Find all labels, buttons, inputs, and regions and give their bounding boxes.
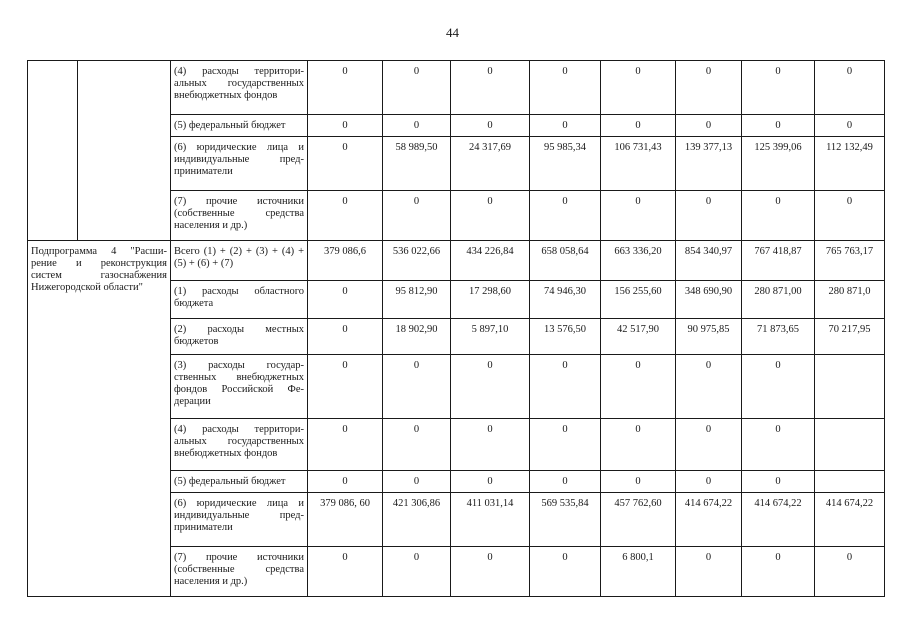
funding-value: 6 800,1 [601,547,676,597]
funding-value: 0 [676,191,742,241]
funding-value: 0 [383,471,451,493]
funding-value: 379 086, 60 [308,493,383,547]
funding-value: 0 [383,547,451,597]
funding-value: 0 [308,115,383,137]
funding-value: 0 [308,547,383,597]
funding-source-label: Всего (1) + (2) + (3) + (4) + (5) + (6) + (7) [171,241,308,281]
funding-value: 0 [742,191,815,241]
funding-value: 457 762,60 [601,493,676,547]
funding-value: 0 [530,191,601,241]
funding-value: 536 022,66 [383,241,451,281]
funding-value: 0 [451,191,530,241]
funding-value: 0 [383,355,451,419]
table-row [28,241,885,281]
funding-value: 0 [308,419,383,471]
funding-value: 0 [530,61,601,115]
funding-value: 421 306,86 [383,493,451,547]
funding-source-label: (5) федеральный бюджет [171,115,308,137]
funding-value: 125 399,06 [742,137,815,191]
funding-value: 0 [601,419,676,471]
funding-value: 58 989,50 [383,137,451,191]
funding-value: 0 [383,115,451,137]
funding-value: 112 132,49 [815,137,885,191]
funding-value [815,471,885,493]
funding-value: 139 377,13 [676,137,742,191]
funding-value: 156 255,60 [601,281,676,319]
funding-value: 0 [742,115,815,137]
table-row [28,61,885,115]
funding-value: 0 [742,547,815,597]
funding-value: 0 [308,319,383,355]
funding-value [815,419,885,471]
budget-table [27,60,885,597]
funding-value: 24 317,69 [451,137,530,191]
funding-value: 0 [815,61,885,115]
funding-value: 74 946,30 [530,281,601,319]
funding-value: 0 [451,355,530,419]
funding-value: 280 871,0 [815,281,885,319]
funding-value: 0 [383,191,451,241]
funding-value: 0 [676,115,742,137]
funding-value: 71 873,65 [742,319,815,355]
funding-value: 0 [451,471,530,493]
funding-value: 348 690,90 [676,281,742,319]
budget-table-body [28,61,885,597]
funding-source-label: (7) прочие источники (собственные средства населения и др.) [171,191,308,241]
funding-value: 18 902,90 [383,319,451,355]
funding-value: 0 [742,61,815,115]
funding-value: 0 [308,191,383,241]
funding-value: 0 [308,355,383,419]
funding-value: 0 [742,355,815,419]
funding-value: 0 [676,471,742,493]
continued-empty-cell [28,61,78,241]
funding-value: 569 535,84 [530,493,601,547]
funding-value: 0 [308,281,383,319]
funding-value: 0 [308,137,383,191]
funding-source-label: (5) федеральный бюджет [171,471,308,493]
funding-value: 13 576,50 [530,319,601,355]
funding-value: 280 871,00 [742,281,815,319]
funding-value: 0 [451,419,530,471]
funding-value: 0 [530,115,601,137]
funding-value: 0 [383,419,451,471]
funding-value: 854 340,97 [676,241,742,281]
funding-value: 95 985,34 [530,137,601,191]
funding-value: 0 [530,547,601,597]
funding-value: 414 674,22 [676,493,742,547]
funding-value: 0 [742,471,815,493]
funding-value: 42 517,90 [601,319,676,355]
funding-value: 0 [308,61,383,115]
funding-value: 663 336,20 [601,241,676,281]
funding-value: 0 [530,355,601,419]
funding-value: 0 [676,419,742,471]
funding-value: 0 [676,61,742,115]
funding-value: 90 975,85 [676,319,742,355]
funding-value: 0 [815,547,885,597]
page-number: 44 [446,25,459,40]
funding-source-label: (2) расходы местных бюджетов [171,319,308,355]
funding-source-label: (1) расходы областного бюджета [171,281,308,319]
funding-value: 0 [383,61,451,115]
funding-value: 5 897,10 [451,319,530,355]
funding-value: 106 731,43 [601,137,676,191]
funding-value: 414 674,22 [742,493,815,547]
funding-value: 411 031,14 [451,493,530,547]
funding-value: 0 [308,471,383,493]
funding-value: 0 [601,471,676,493]
funding-value: 379 086,6 [308,241,383,281]
funding-source-label: (6) юридические лица и индивидуальные пред-приниматели [171,493,308,547]
funding-value: 0 [601,61,676,115]
funding-value: 0 [676,355,742,419]
funding-value: 0 [451,61,530,115]
funding-value: 0 [601,355,676,419]
funding-value: 0 [530,471,601,493]
funding-value: 434 226,84 [451,241,530,281]
funding-source-label: (6) юридические лица и индивидуальные пред-приниматели [171,137,308,191]
funding-value: 0 [676,547,742,597]
funding-value: 0 [742,419,815,471]
funding-value: 0 [815,115,885,137]
subprogram-title: Подпрограмма 4 "Расши-рение и реконструкция систем газоснабжения Нижегородской области" [28,241,171,597]
funding-value: 0 [601,115,676,137]
continued-empty-cell [78,61,171,241]
funding-value: 0 [451,115,530,137]
funding-value: 0 [601,191,676,241]
funding-value: 95 812,90 [383,281,451,319]
funding-source-label: (4) расходы территори-альных государственных внебюджетных фондов [171,61,308,115]
funding-source-label: (7) прочие источники (собственные средства населения и др.) [171,547,308,597]
funding-value: 414 674,22 [815,493,885,547]
funding-value: 0 [451,547,530,597]
funding-value: 70 217,95 [815,319,885,355]
funding-value: 765 763,17 [815,241,885,281]
funding-value: 0 [815,191,885,241]
funding-value: 767 418,87 [742,241,815,281]
funding-source-label: (4) расходы территори-альных государственных внебюджетных фондов [171,419,308,471]
funding-value: 0 [530,419,601,471]
funding-value [815,355,885,419]
funding-value: 17 298,60 [451,281,530,319]
funding-source-label: (3) расходы государ-ственных внебюджетных фондов Российской Фе-дерации [171,355,308,419]
funding-value: 658 058,64 [530,241,601,281]
